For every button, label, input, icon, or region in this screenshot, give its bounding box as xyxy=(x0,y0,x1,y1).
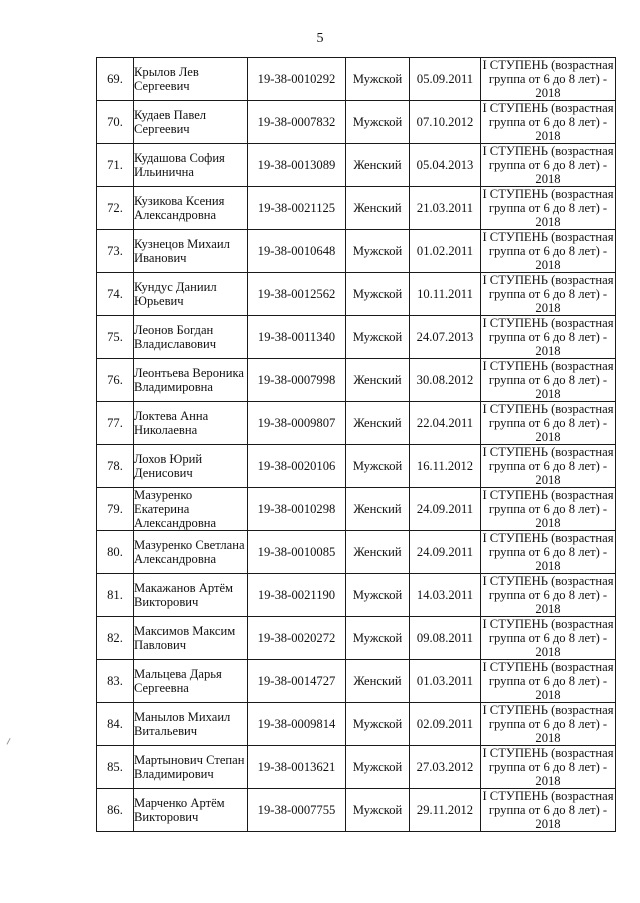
row-number: 71. xyxy=(97,144,134,187)
row-number: 83. xyxy=(97,660,134,703)
birth-date: 22.04.2011 xyxy=(410,402,481,445)
person-name: Кудашова София Ильинична xyxy=(134,144,248,187)
person-name: Локтева Анна Николаевна xyxy=(134,402,248,445)
uin-id: 19-38-0021125 xyxy=(248,187,346,230)
roster-table xyxy=(96,57,616,832)
table-row xyxy=(97,316,616,359)
birth-date: 14.03.2011 xyxy=(410,574,481,617)
uin-id: 19-38-0013089 xyxy=(248,144,346,187)
gender: Мужской xyxy=(346,230,410,273)
person-name: Мазуренко Светлана Александровна xyxy=(134,531,248,574)
stage-info: I СТУПЕНЬ (возрастная группа от 6 до 8 лет) - 2018 xyxy=(482,101,614,143)
stage-info: I СТУПЕНЬ (возрастная группа от 6 до 8 лет) - 2018 xyxy=(482,746,614,788)
uin-id: 19-38-0021190 xyxy=(248,574,346,617)
table-row xyxy=(97,402,616,445)
stage-info: I СТУПЕНЬ (возрастная группа от 6 до 8 лет) - 2018 xyxy=(482,144,614,186)
birth-date: 05.09.2011 xyxy=(410,58,481,101)
table-row xyxy=(97,359,616,402)
table-row xyxy=(97,101,616,144)
stage-info: I СТУПЕНЬ (возрастная группа от 6 до 8 лет) - 2018 xyxy=(482,531,614,573)
gender: Мужской xyxy=(346,273,410,316)
person-name: Кундус Даниил Юрьевич xyxy=(134,273,248,316)
uin-id: 19-38-0010298 xyxy=(248,488,346,531)
row-number: 73. xyxy=(97,230,134,273)
uin-id: 19-38-0010292 xyxy=(248,58,346,101)
person-name: Мартынович Степан Владимирович xyxy=(134,746,248,789)
gender: Женский xyxy=(346,144,410,187)
person-name: Кузикова Ксения Александровна xyxy=(134,187,248,230)
gender: Мужской xyxy=(346,617,410,660)
gender: Мужской xyxy=(346,316,410,359)
person-name: Лохов Юрий Денисович xyxy=(134,445,248,488)
stage-info: I СТУПЕНЬ (возрастная группа от 6 до 8 лет) - 2018 xyxy=(482,789,614,831)
row-number: 75. xyxy=(97,316,134,359)
table-row xyxy=(97,660,616,703)
uin-id: 19-38-0012562 xyxy=(248,273,346,316)
row-number: 80. xyxy=(97,531,134,574)
stage-info: I СТУПЕНЬ (возрастная группа от 6 до 8 лет) - 2018 xyxy=(482,230,614,272)
row-number: 69. xyxy=(97,58,134,101)
gender: Мужской xyxy=(346,101,410,144)
stage-info: I СТУПЕНЬ (возрастная группа от 6 до 8 лет) - 2018 xyxy=(482,617,614,659)
row-number: 72. xyxy=(97,187,134,230)
gender: Мужской xyxy=(346,445,410,488)
row-number: 84. xyxy=(97,703,134,746)
person-name: Макажанов Артём Викторович xyxy=(134,574,248,617)
row-number: 74. xyxy=(97,273,134,316)
table-row xyxy=(97,703,616,746)
birth-date: 24.09.2011 xyxy=(410,531,481,574)
gender: Женский xyxy=(346,187,410,230)
person-name: Кудаев Павел Сергеевич xyxy=(134,101,248,144)
gender: Мужской xyxy=(346,789,410,832)
birth-date: 09.08.2011 xyxy=(410,617,481,660)
birth-date: 05.04.2013 xyxy=(410,144,481,187)
uin-id: 19-38-0007755 xyxy=(248,789,346,832)
uin-id: 19-38-0011340 xyxy=(248,316,346,359)
gender: Женский xyxy=(346,359,410,402)
uin-id: 19-38-0010648 xyxy=(248,230,346,273)
gender: Мужской xyxy=(346,574,410,617)
uin-id: 19-38-0007998 xyxy=(248,359,346,402)
table-row xyxy=(97,488,616,531)
stage-info: I СТУПЕНЬ (возрастная группа от 6 до 8 лет) - 2018 xyxy=(482,316,614,358)
margin-scan-mark xyxy=(6,738,11,745)
stage-info: I СТУПЕНЬ (возрастная группа от 6 до 8 лет) - 2018 xyxy=(482,187,614,229)
person-name: Мазуренко Екатерина Александровна xyxy=(134,488,248,531)
stage-info: I СТУПЕНЬ (возрастная группа от 6 до 8 лет) - 2018 xyxy=(482,703,614,745)
person-name: Крылов Лев Сергеевич xyxy=(134,58,248,101)
gender: Женский xyxy=(346,531,410,574)
stage-info: I СТУПЕНЬ (возрастная группа от 6 до 8 лет) - 2018 xyxy=(482,574,614,616)
row-number: 76. xyxy=(97,359,134,402)
uin-id: 19-38-0009807 xyxy=(248,402,346,445)
row-number: 82. xyxy=(97,617,134,660)
birth-date: 01.03.2011 xyxy=(410,660,481,703)
gender: Мужской xyxy=(346,58,410,101)
person-name: Максимов Максим Павлович xyxy=(134,617,248,660)
birth-date: 21.03.2011 xyxy=(410,187,481,230)
uin-id: 19-38-0007832 xyxy=(248,101,346,144)
table-row xyxy=(97,746,616,789)
birth-date: 02.09.2011 xyxy=(410,703,481,746)
gender: Женский xyxy=(346,660,410,703)
row-number: 77. xyxy=(97,402,134,445)
stage-info: I СТУПЕНЬ (возрастная группа от 6 до 8 лет) - 2018 xyxy=(482,488,614,530)
uin-id: 19-38-0020272 xyxy=(248,617,346,660)
table-row xyxy=(97,230,616,273)
gender: Мужской xyxy=(346,703,410,746)
row-number: 86. xyxy=(97,789,134,832)
person-name: Манылов Михаил Витальевич xyxy=(134,703,248,746)
gender: Женский xyxy=(346,402,410,445)
row-number: 70. xyxy=(97,101,134,144)
table-row xyxy=(97,617,616,660)
uin-id: 19-38-0009814 xyxy=(248,703,346,746)
birth-date: 24.09.2011 xyxy=(410,488,481,531)
page-number: 5 xyxy=(316,31,324,46)
stage-info: I СТУПЕНЬ (возрастная группа от 6 до 8 лет) - 2018 xyxy=(482,273,614,315)
stage-info: I СТУПЕНЬ (возрастная группа от 6 до 8 лет) - 2018 xyxy=(482,58,614,100)
person-name: Леонтьева Вероника Владимировна xyxy=(134,359,248,402)
stage-info: I СТУПЕНЬ (возрастная группа от 6 до 8 лет) - 2018 xyxy=(482,660,614,702)
row-number: 79. xyxy=(97,488,134,531)
table-row xyxy=(97,58,616,101)
person-name: Мальцева Дарья Сергеевна xyxy=(134,660,248,703)
birth-date: 07.10.2012 xyxy=(410,101,481,144)
birth-date: 24.07.2013 xyxy=(410,316,481,359)
birth-date: 16.11.2012 xyxy=(410,445,481,488)
row-number: 78. xyxy=(97,445,134,488)
table-row xyxy=(97,531,616,574)
person-name: Кузнецов Михаил Иванович xyxy=(134,230,248,273)
table-row xyxy=(97,273,616,316)
roster-table-body xyxy=(97,58,616,832)
table-row xyxy=(97,789,616,832)
row-number: 85. xyxy=(97,746,134,789)
uin-id: 19-38-0013621 xyxy=(248,746,346,789)
table-row xyxy=(97,574,616,617)
stage-info: I СТУПЕНЬ (возрастная группа от 6 до 8 лет) - 2018 xyxy=(482,402,614,444)
person-name: Марченко Артём Викторович xyxy=(134,789,248,832)
birth-date: 29.11.2012 xyxy=(410,789,481,832)
stage-info: I СТУПЕНЬ (возрастная группа от 6 до 8 лет) - 2018 xyxy=(482,359,614,401)
roster-table-container xyxy=(96,57,616,832)
table-row xyxy=(97,187,616,230)
uin-id: 19-38-0014727 xyxy=(248,660,346,703)
person-name: Леонов Богдан Владиславович xyxy=(134,316,248,359)
table-row xyxy=(97,445,616,488)
gender: Мужской xyxy=(346,746,410,789)
birth-date: 01.02.2011 xyxy=(410,230,481,273)
birth-date: 10.11.2011 xyxy=(410,273,481,316)
stage-info: I СТУПЕНЬ (возрастная группа от 6 до 8 лет) - 2018 xyxy=(482,445,614,487)
birth-date: 27.03.2012 xyxy=(410,746,481,789)
row-number: 81. xyxy=(97,574,134,617)
uin-id: 19-38-0010085 xyxy=(248,531,346,574)
uin-id: 19-38-0020106 xyxy=(248,445,346,488)
birth-date: 30.08.2012 xyxy=(410,359,481,402)
table-row xyxy=(97,144,616,187)
gender: Женский xyxy=(346,488,410,531)
